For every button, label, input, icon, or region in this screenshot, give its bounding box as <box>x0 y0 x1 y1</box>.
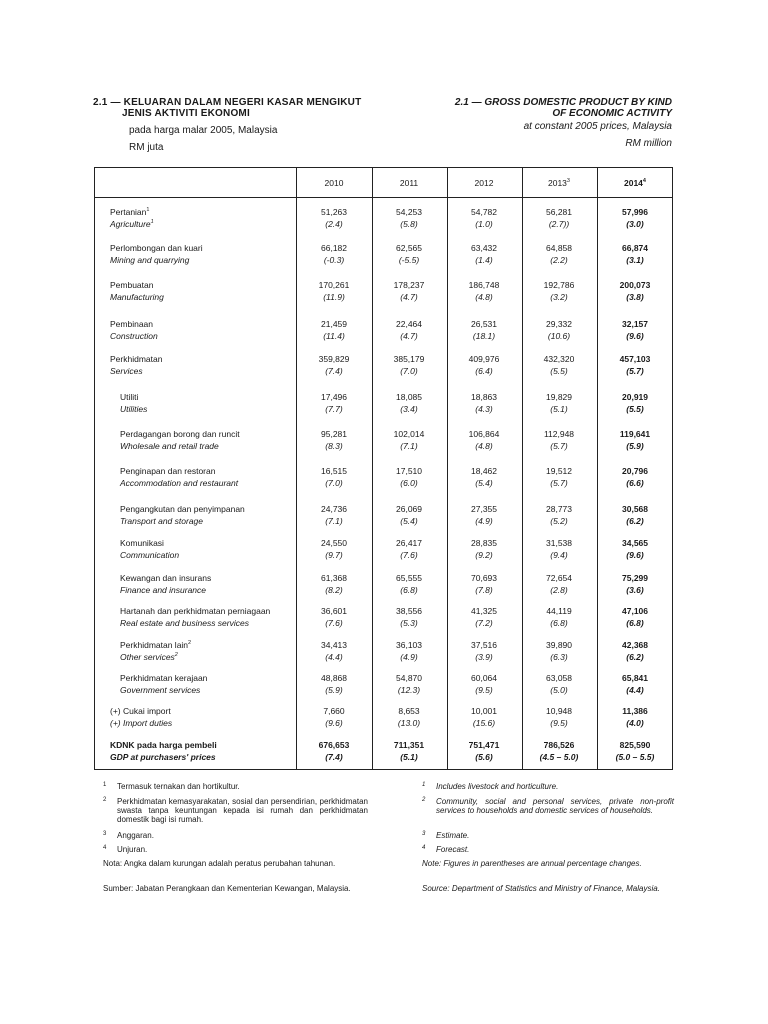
percent-change-cell: (5.7) <box>550 441 568 451</box>
note-text: Angka dalam kurungan adalah peratus perubahan tahunan. <box>123 859 336 868</box>
row-label-english-text: Government services <box>120 685 201 695</box>
row-label-english <box>110 219 154 229</box>
gdp-value-cell: 28,773 <box>546 504 572 514</box>
gdp-value-cell: 359,829 <box>318 354 350 364</box>
percent-change-cell: (7.2) <box>475 618 493 628</box>
title-malay <box>93 97 413 153</box>
percent-change-cell: (9.6) <box>626 550 644 560</box>
percent-change-cell: (3.9) <box>475 652 493 662</box>
gdp-value-cell: 36,601 <box>321 606 347 616</box>
percent-change-cell: (5.9) <box>626 441 644 451</box>
row-label-english-text: Accommodation and restaurant <box>120 478 239 488</box>
percent-change-cell: (2.7)) <box>548 219 570 229</box>
gdp-value-cell: 19,512 <box>546 466 572 476</box>
gdp-value-cell: 42,368 <box>622 640 648 650</box>
footnote-mark: 2 <box>103 797 107 803</box>
percent-change-cell: (3.0) <box>626 219 644 229</box>
percent-change-cell: (6.8) <box>626 618 644 628</box>
year-label: 2012 <box>474 178 494 188</box>
footnote <box>422 831 674 840</box>
gdp-value-cell: 106,864 <box>468 429 500 439</box>
gdp-value-cell: 178,237 <box>393 280 425 290</box>
gdp-value-cell: 34,413 <box>321 640 347 650</box>
row-label-english <box>120 441 219 451</box>
percent-change-cell: (5.0) <box>550 685 568 695</box>
row-label-english <box>110 292 164 302</box>
percent-change-cell: (5.4) <box>400 516 418 526</box>
percent-change-cell: (6.8) <box>550 618 568 628</box>
percent-change-cell: (6.4) <box>475 366 493 376</box>
row-label-english <box>120 585 206 595</box>
row-label-malay-text: Perkhidmatan kerajaan <box>120 673 208 683</box>
gdp-value-cell: 432,320 <box>543 354 575 364</box>
percent-change-cell: (1.4) <box>475 255 493 265</box>
gdp-value-cell: 48,868 <box>321 673 347 683</box>
title-english-line1: 2.1 — GROSS DOMESTIC PRODUCT BY KIND <box>454 97 672 108</box>
percent-change-cell: (5.1) <box>550 404 568 414</box>
gdp-value-cell: 18,462 <box>471 466 497 476</box>
footnote-text: Includes livestock and horticulture. <box>436 782 559 791</box>
note <box>422 859 674 868</box>
row-label-malay-text: KDNK pada harga pembeli <box>110 740 217 750</box>
title-english-line2: OF ECONOMIC ACTIVITY <box>552 108 672 119</box>
gdp-value-cell: 186,748 <box>468 280 500 290</box>
row-label-malay <box>120 429 240 439</box>
percent-change-cell: (6.8) <box>400 585 418 595</box>
gdp-value-cell: 36,103 <box>396 640 422 650</box>
gdp-value-cell: 56,281 <box>546 207 572 217</box>
percent-change-cell: (4.0) <box>626 718 644 728</box>
percent-change-cell: (4.9) <box>475 516 493 526</box>
title-malay-line2: JENIS AKTIVITI EKONOMI <box>122 108 250 119</box>
gdp-value-cell: 18,863 <box>471 392 497 402</box>
gdp-value-cell: 170,261 <box>318 280 350 290</box>
footnote-mark: 4 <box>422 845 426 851</box>
percent-change-cell: (3.1) <box>626 255 644 265</box>
footnote-mark: 1 <box>422 782 426 788</box>
year-header <box>372 178 446 188</box>
percent-change-cell: (5.7) <box>550 478 568 488</box>
percent-change-cell: (6.0) <box>400 478 418 488</box>
gdp-value-cell: 65,841 <box>622 673 648 683</box>
percent-change-cell: (5.9) <box>325 685 343 695</box>
row-label-english-text: Finance and insurance <box>120 585 207 595</box>
percent-change-cell: (9.7) <box>325 550 343 560</box>
percent-change-cell: (12.3) <box>397 685 421 695</box>
percent-change-cell: (6.2) <box>626 652 644 662</box>
gdp-value-cell: 192,786 <box>543 280 575 290</box>
gdp-value-cell: 27,355 <box>471 504 497 514</box>
row-label-english <box>110 331 158 341</box>
year-header <box>522 178 596 188</box>
percent-change-cell: (4.3) <box>475 404 493 414</box>
percent-change-cell: (7.4) <box>325 366 343 376</box>
percent-change-cell: (3.4) <box>400 404 418 414</box>
row-label-malay <box>120 673 207 683</box>
row-label-english-text: (+) Import duties <box>110 718 173 728</box>
row-label-english <box>120 685 200 695</box>
gdp-value-cell: 26,069 <box>396 504 422 514</box>
gdp-value-cell: 22,464 <box>396 319 422 329</box>
row-label-malay <box>120 640 191 650</box>
percent-change-cell: (3.8) <box>626 292 644 302</box>
row-label-english-text: Agriculture <box>110 219 151 229</box>
gdp-value-cell: 41,325 <box>471 606 497 616</box>
footnote-mark: 1 <box>146 207 150 214</box>
source-label: Source: <box>422 884 450 893</box>
gdp-value-cell: 8,653 <box>398 706 420 716</box>
gdp-value-cell: 24,736 <box>321 504 347 514</box>
footnote-mark: 3 <box>103 831 107 837</box>
footnote-mark: 4 <box>103 845 107 851</box>
gdp-value-cell: 54,870 <box>396 673 422 683</box>
percent-change-cell: (13.0) <box>397 718 421 728</box>
gdp-value-cell: 711,351 <box>393 740 425 750</box>
footnote-text: Anggaran. <box>117 831 154 840</box>
percent-change-cell: (8.3) <box>325 441 343 451</box>
gdp-value-cell: 32,157 <box>622 319 648 329</box>
gdp-value-cell: 786,526 <box>543 740 575 750</box>
percent-change-cell: (4.7) <box>400 331 418 341</box>
gdp-value-cell: 119,641 <box>619 429 651 439</box>
percent-change-cell: (-5.5) <box>398 255 420 265</box>
gdp-value-cell: 66,182 <box>321 243 347 253</box>
percent-change-cell: (11.4) <box>323 331 345 341</box>
row-label-malay <box>120 392 138 402</box>
footnote <box>422 845 674 854</box>
year-footnote-mark: 4 <box>642 178 646 185</box>
gdp-value-cell: 30,568 <box>622 504 648 514</box>
note-text: Figures in parentheses are annual percentage changes. <box>443 859 642 868</box>
row-label-english <box>110 718 172 728</box>
row-label-english <box>120 550 179 560</box>
gdp-value-cell: 24,550 <box>321 538 347 548</box>
gdp-value-cell: 57,996 <box>622 207 648 217</box>
gdp-value-cell: 95,281 <box>321 429 347 439</box>
subtitle-malay: pada harga malar 2005, Malaysia <box>129 125 278 136</box>
footnote-text: Perkhidmatan kemasyarakatan, sosial dan persendirian, perkhidmatan swasta tanpa keuntungan kepada isi rumah dan perkhidmatan domestik bagi isi rumah. <box>117 797 368 824</box>
gdp-value-cell: 19,829 <box>546 392 572 402</box>
gdp-value-cell: 38,556 <box>396 606 422 616</box>
gdp-value-cell: 17,496 <box>321 392 347 402</box>
gdp-value-cell: 28,835 <box>471 538 497 548</box>
percent-change-cell: (2.4) <box>325 219 343 229</box>
gdp-value-cell: 457,103 <box>619 354 651 364</box>
gdp-value-cell: 37,516 <box>471 640 497 650</box>
row-label-english-text: Real estate and business services <box>120 618 249 628</box>
note-label: Nota: <box>103 859 123 868</box>
footnote <box>103 797 368 824</box>
footnote-mark: 1 <box>103 782 107 788</box>
gdp-value-cell: 34,565 <box>622 538 648 548</box>
gdp-value-cell: 70,693 <box>471 573 497 583</box>
gdp-value-cell: 17,510 <box>396 466 422 476</box>
percent-change-cell: (5.0 – 5.5) <box>615 752 655 762</box>
gdp-value-cell: 65,555 <box>396 573 422 583</box>
year-header <box>598 178 672 188</box>
percent-change-cell: (5.1) <box>400 752 418 762</box>
source-text: Jabatan Perangkaan dan Kementerian Kewangan, Malaysia. <box>135 884 351 893</box>
percent-change-cell: (11.9) <box>323 292 345 302</box>
percent-change-cell: (7.0) <box>325 478 343 488</box>
percent-change-cell: (4.9) <box>400 652 418 662</box>
footnote-mark: 2 <box>422 797 426 803</box>
year-header <box>297 178 371 188</box>
gdp-value-cell: 21,459 <box>321 319 347 329</box>
row-label-malay-text: Perlombongan dan kuari <box>110 243 203 253</box>
percent-change-cell: (3.2) <box>550 292 568 302</box>
footnote-mark: 2 <box>174 652 178 659</box>
row-label-malay <box>120 538 164 548</box>
gdp-value-cell: 16,515 <box>321 466 347 476</box>
footnote <box>422 782 674 791</box>
subtitle-english: at constant 2005 prices, Malaysia <box>523 121 672 132</box>
gdp-value-cell: 385,179 <box>393 354 425 364</box>
gdp-value-cell: 20,796 <box>622 466 648 476</box>
percent-change-cell: (1.0) <box>475 219 493 229</box>
gdp-value-cell: 676,653 <box>318 740 350 750</box>
row-label-malay <box>110 706 171 716</box>
gdp-value-cell: 11,386 <box>622 706 648 716</box>
gdp-value-cell: 39,890 <box>546 640 572 650</box>
gdp-value-cell: 61,368 <box>321 573 347 583</box>
footnote <box>103 845 368 854</box>
gdp-value-cell: 44,119 <box>546 606 572 616</box>
gdp-value-cell: 10,948 <box>546 706 572 716</box>
row-label-malay <box>110 319 153 329</box>
gdp-value-cell: 51,263 <box>321 207 347 217</box>
source-text: Department of Statistics and Ministry of Finance, Malaysia. <box>451 884 660 893</box>
percent-change-cell: (6.2) <box>626 516 644 526</box>
gdp-value-cell: 66,874 <box>622 243 648 253</box>
gdp-value-cell: 20,919 <box>622 392 648 402</box>
percent-change-cell: (7.0) <box>400 366 418 376</box>
row-label-malay <box>110 243 203 253</box>
gdp-value-cell: 29,332 <box>546 319 572 329</box>
unit-malay: RM juta <box>129 142 164 153</box>
row-label-english <box>120 618 249 628</box>
percent-change-cell: (7.4) <box>325 752 343 762</box>
row-label-english-text: Communication <box>120 550 180 560</box>
percent-change-cell: (9.6) <box>325 718 343 728</box>
gdp-value-cell: 825,590 <box>619 740 651 750</box>
gdp-value-cell: 18,085 <box>396 392 422 402</box>
percent-change-cell: (4.8) <box>475 441 493 451</box>
percent-change-cell: (5.6) <box>475 752 493 762</box>
gdp-value-cell: 112,948 <box>543 429 575 439</box>
row-label-malay-text: (+) Cukai import <box>110 706 171 716</box>
year-label: 2011 <box>399 178 419 188</box>
row-label-malay-text: Utiliti <box>120 392 139 402</box>
row-label-malay <box>110 354 162 364</box>
row-label-malay-text: Perkhidmatan lain <box>120 640 189 650</box>
row-label-english <box>120 652 178 662</box>
row-label-malay <box>110 280 153 290</box>
row-label-malay-text: Pertanian <box>110 207 147 217</box>
gdp-value-cell: 75,299 <box>622 573 648 583</box>
gdp-value-cell: 409,976 <box>468 354 500 364</box>
gdp-value-cell: 31,538 <box>546 538 572 548</box>
percent-change-cell: (2.2) <box>550 255 568 265</box>
gdp-value-cell: 64,858 <box>546 243 572 253</box>
row-label-malay-text: Pengangkutan dan penyimpanan <box>120 504 245 514</box>
percent-change-cell: (5.8) <box>400 219 418 229</box>
row-label-malay-text: Penginapan dan restoran <box>120 466 216 476</box>
year-footnote-mark: 3 <box>566 178 570 185</box>
percent-change-cell: (2.8) <box>550 585 568 595</box>
footnote-text: Estimate. <box>436 831 470 840</box>
percent-change-cell: (10.6) <box>547 331 571 341</box>
year-label: 2013 <box>548 178 567 188</box>
percent-change-cell: (7.1) <box>325 516 343 526</box>
row-label-english-text: Construction <box>110 331 158 341</box>
percent-change-cell: (5.7) <box>626 366 644 376</box>
percent-change-cell: (7.7) <box>325 404 343 414</box>
gdp-value-cell: 26,417 <box>396 538 422 548</box>
percent-change-cell: (7.6) <box>325 618 343 628</box>
row-label-malay-text: Perkhidmatan <box>110 354 163 364</box>
gdp-value-cell: 60,064 <box>471 673 497 683</box>
percent-change-cell: (8.2) <box>325 585 343 595</box>
row-label-english <box>110 255 189 265</box>
row-label-malay <box>120 606 270 616</box>
percent-change-cell: (15.6) <box>472 718 496 728</box>
percent-change-cell: (9.5) <box>550 718 568 728</box>
note-label: Note: <box>422 859 442 868</box>
year-label: 2014 <box>624 178 643 188</box>
row-label-english-text: Manufacturing <box>110 292 164 302</box>
percent-change-cell: (7.6) <box>400 550 418 560</box>
percent-change-cell: (9.6) <box>626 331 644 341</box>
footnote <box>103 831 368 840</box>
unit-english: RM million <box>625 138 672 149</box>
percent-change-cell: (6.3) <box>550 652 568 662</box>
row-label-malay <box>120 504 245 514</box>
row-label-malay-text: Komunikasi <box>120 538 164 548</box>
percent-change-cell: (4.5 – 5.0) <box>539 752 579 762</box>
percent-change-cell: (9.5) <box>475 685 493 695</box>
footnote <box>103 782 368 791</box>
footnote-mark: 3 <box>422 831 426 837</box>
percent-change-cell: (4.7) <box>400 292 418 302</box>
row-label-english-text: Wholesale and retail trade <box>120 441 219 451</box>
footnote-mark: 1 <box>150 219 154 226</box>
gdp-value-cell: 102,014 <box>393 429 425 439</box>
percent-change-cell: (9.4) <box>550 550 568 560</box>
percent-change-cell: (5.2) <box>550 516 568 526</box>
gdp-value-cell: 63,432 <box>471 243 497 253</box>
title-malay-line1: 2.1 — KELUARAN DALAM NEGERI KASAR MENGIKUT <box>93 97 362 108</box>
row-label-english-text: GDP at purchasers' prices <box>110 752 216 762</box>
footnote-text: Community, social and personal services, private non-profit services to households and domestic services of households. <box>436 797 674 815</box>
percent-change-cell: (7.1) <box>400 441 418 451</box>
source <box>103 884 368 893</box>
gdp-value-cell: 54,253 <box>396 207 422 217</box>
row-label-malay-text: Pembuatan <box>110 280 154 290</box>
row-label-english-text: Services <box>110 366 143 376</box>
title-english <box>372 97 672 149</box>
gdp-value-cell: 200,073 <box>619 280 651 290</box>
gdp-value-cell: 63,058 <box>546 673 572 683</box>
row-label-english-text: Mining and quarrying <box>110 255 190 265</box>
gdp-value-cell: 54,782 <box>471 207 497 217</box>
row-label-malay <box>110 740 217 750</box>
source <box>422 884 674 893</box>
percent-change-cell: (5.4) <box>475 478 493 488</box>
percent-change-cell: (4.4) <box>325 652 343 662</box>
row-label-malay <box>120 466 215 476</box>
year-header <box>447 178 521 188</box>
gdp-value-cell: 751,471 <box>468 740 500 750</box>
row-label-english <box>120 478 238 488</box>
gdp-value-cell: 7,660 <box>323 706 345 716</box>
row-label-english <box>110 752 216 762</box>
gdp-value-cell: 26,531 <box>471 319 497 329</box>
percent-change-cell: (-0.3) <box>323 255 345 265</box>
year-label: 2010 <box>324 178 344 188</box>
gdp-value-cell: 62,565 <box>396 243 422 253</box>
percent-change-cell: (3.6) <box>626 585 644 595</box>
footnote <box>422 797 674 815</box>
footnote-text: Unjuran. <box>117 845 148 854</box>
row-label-english-text: Transport and storage <box>120 516 203 526</box>
row-label-malay-text: Perdagangan borong dan runcit <box>120 429 240 439</box>
percent-change-cell: (9.2) <box>475 550 493 560</box>
percent-change-cell: (5.3) <box>400 618 418 628</box>
row-label-english-text: Other services <box>120 652 175 662</box>
row-label-malay-text: Hartanah dan perkhidmatan perniagaan <box>120 606 271 616</box>
percent-change-cell: (5.5) <box>550 366 568 376</box>
gdp-value-cell: 10,001 <box>471 706 497 716</box>
percent-change-cell: (4.4) <box>626 685 644 695</box>
row-label-malay-text: Kewangan dan insurans <box>120 573 212 583</box>
row-label-malay <box>120 573 211 583</box>
footnote-text: Forecast. <box>436 845 470 854</box>
row-label-malay-text: Pembinaan <box>110 319 154 329</box>
gdp-value-cell: 47,106 <box>622 606 648 616</box>
note <box>103 859 368 868</box>
row-label-english <box>110 366 143 376</box>
row-label-english <box>120 516 203 526</box>
footnote-mark: 2 <box>188 640 192 647</box>
row-label-malay <box>110 207 149 217</box>
footnote-text: Termasuk ternakan dan hortikultur. <box>117 782 240 791</box>
percent-change-cell: (6.6) <box>626 478 644 488</box>
percent-change-cell: (5.5) <box>626 404 644 414</box>
gdp-value-cell: 72,654 <box>546 573 572 583</box>
source-label: Sumber: <box>103 884 134 893</box>
row-label-english-text: Utilities <box>120 404 148 414</box>
row-label-english <box>120 404 147 414</box>
percent-change-cell: (4.8) <box>475 292 493 302</box>
percent-change-cell: (7.8) <box>475 585 493 595</box>
percent-change-cell: (18.1) <box>472 331 496 341</box>
